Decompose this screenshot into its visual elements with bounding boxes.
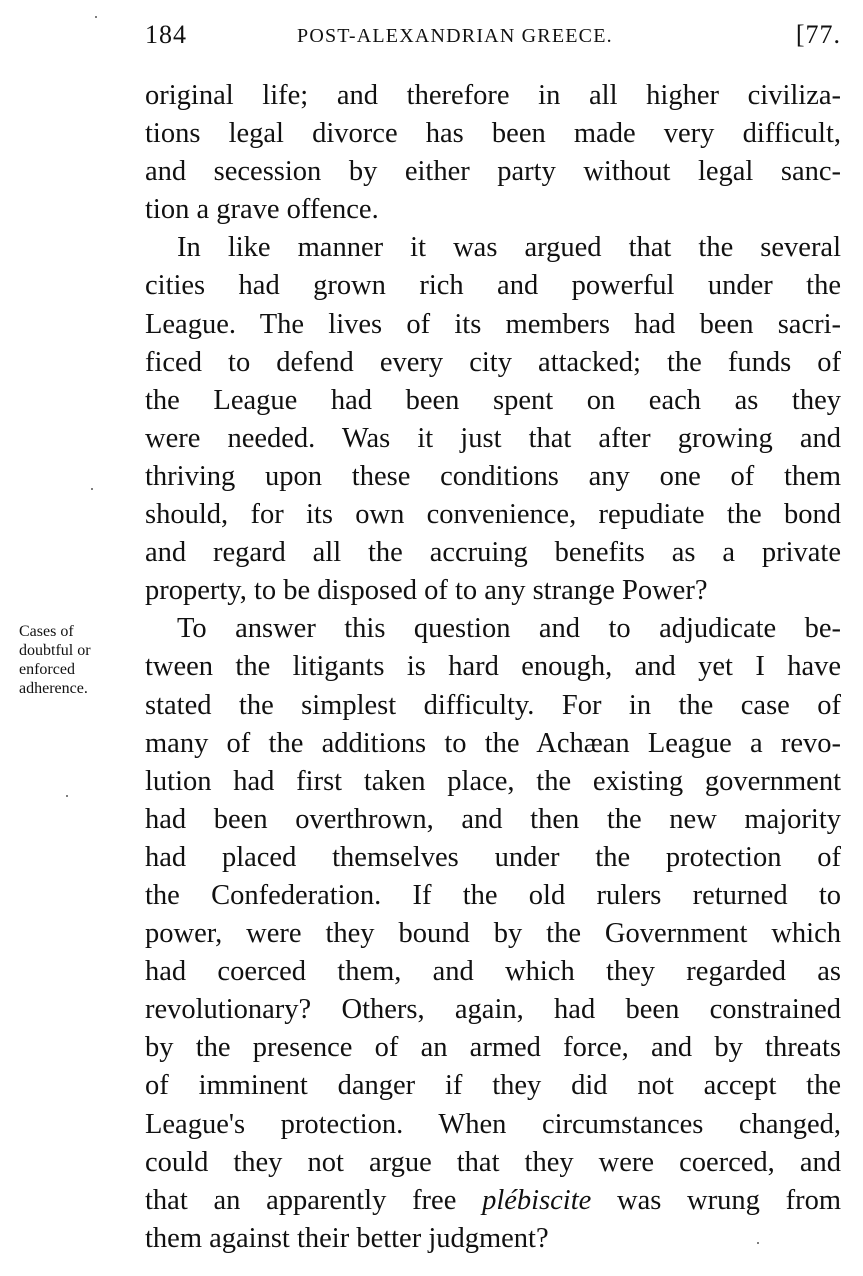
running-title: POST-ALEXANDRIAN GREECE. [297, 25, 613, 47]
italic-term: plébiscite [482, 1184, 592, 1216]
text-line: property, to be disposed of to any strange Power? [145, 575, 708, 607]
text-line: power, were they bound by the Government which [145, 918, 841, 950]
text-line: cities had grown rich and powerful under the [145, 270, 841, 302]
text-line: and secession by either party without legal sanc- [145, 156, 841, 188]
text-line: thriving upon these conditions any one of them [145, 460, 841, 492]
margin-note-line: Cases of [19, 623, 74, 640]
text-line: should, for its own convenience, repudiate the bond [145, 499, 841, 531]
print-speck [95, 16, 97, 18]
section-marker: [77. [795, 20, 841, 49]
text-line: the League had been spent on each as they [145, 384, 841, 416]
text-fragment: was wrung from [591, 1184, 841, 1216]
text-line: ficed to defend every city attacked; the funds of [145, 346, 841, 378]
text-line: To answer this question and to adjudicate be- [177, 613, 841, 645]
print-speck [66, 795, 68, 797]
text-line: original life; and therefore in all higher civiliza- [145, 80, 841, 111]
text-line: League. The lives of its members had been sacri- [145, 308, 841, 340]
text-line: League's protection. When circumstances changed, [145, 1108, 841, 1140]
text-line: tween the litigants is hard enough, and yet I have [145, 651, 841, 683]
text-line: could they not argue that they were coerced, and [145, 1146, 841, 1178]
text-line: had been overthrown, and then the new majority [145, 803, 841, 835]
text-line: by the presence of an armed force, and by threats [145, 1032, 841, 1064]
text-line: tion a grave offence. [145, 194, 379, 226]
print-speck [757, 1242, 759, 1244]
body-text [145, 77, 841, 1258]
text-line: many of the additions to the Achæan League a revo- [145, 727, 841, 759]
print-speck [91, 488, 93, 490]
text-line [145, 1182, 841, 1220]
text-line: and regard all the accruing benefits as a private [145, 537, 841, 569]
text-line: tions legal divorce has been made very difficult, [145, 118, 841, 150]
text-line: them against their better judgment? [145, 1222, 549, 1254]
margin-note [19, 622, 144, 698]
page-header [145, 20, 845, 54]
text-line: revolutionary? Others, again, had been constrained [145, 994, 841, 1026]
text-line: had coerced them, and which they regarded as [145, 956, 841, 988]
text-line: were needed. Was it just that after growing and [145, 422, 841, 454]
text-line: In like manner it was argued that the several [177, 232, 841, 264]
text-line: had placed themselves under the protection of [145, 841, 841, 873]
text-line: of imminent danger if they did not accept the [145, 1070, 841, 1102]
text-line: stated the simplest difficulty. For in the case of [145, 689, 841, 721]
margin-note-line: doubtful or [19, 642, 91, 659]
text-fragment: that an apparently free [145, 1184, 483, 1216]
margin-note-line: adherence. [19, 680, 88, 697]
page-number: 184 [145, 20, 187, 49]
text-line: lution had first taken place, the existing government [145, 765, 841, 797]
margin-note-line: enforced [19, 661, 75, 678]
text-line: the Confederation. If the old rulers returned to [145, 879, 841, 911]
